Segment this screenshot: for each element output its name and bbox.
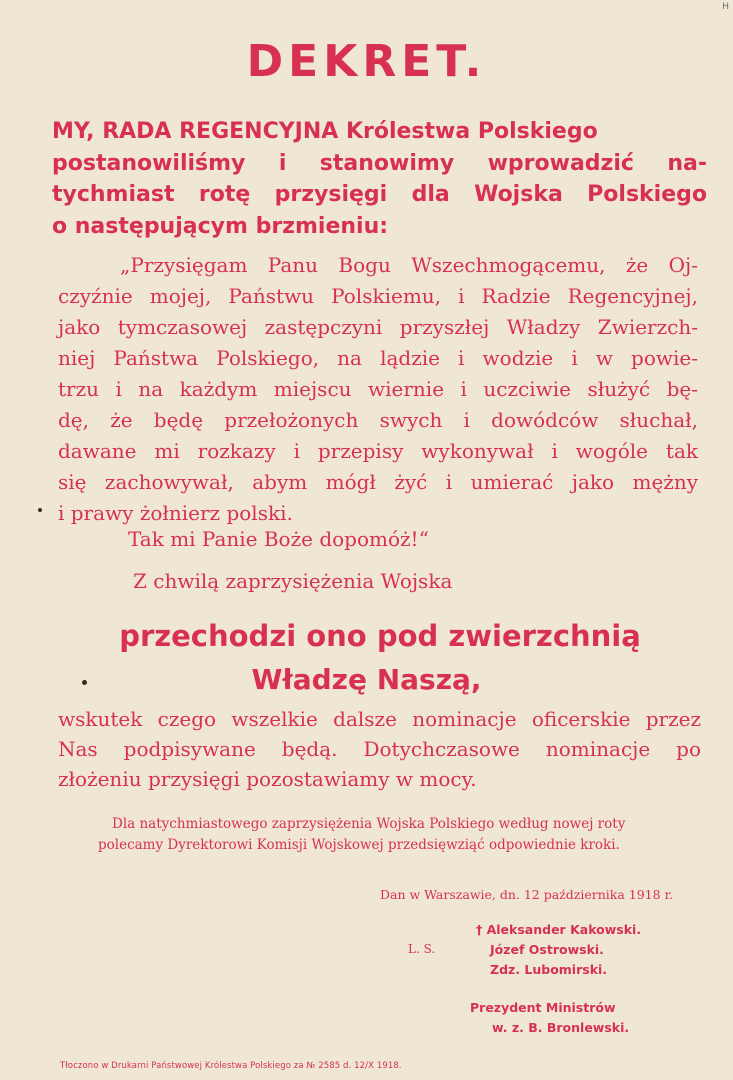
pm-name: w. z. B. Bronlewski. xyxy=(492,1020,630,1035)
corner-mark: H xyxy=(722,2,729,12)
intro-line: postanowiliśmy i stanowimy wprowadzić na- xyxy=(52,150,707,176)
oath-moment-text: Z chwilą zaprzysiężenia Wojska xyxy=(133,569,453,593)
oath-text xyxy=(58,250,698,529)
oath-line: niej Państwa Polskiego, na lądzie i wodzie i w powie- xyxy=(58,346,698,370)
printer-imprint: Tłoczono w Drukarni Państwowej Królestwa Polskiego za № 2585 d. 12/X 1918. xyxy=(60,1061,402,1071)
pm-title: Prezydent Ministrów xyxy=(470,1000,616,1015)
paper-speck xyxy=(38,508,42,512)
emphasis-line-1: przechodzi ono pod zwierzchnią xyxy=(119,619,641,653)
oath-line: dę, że będę przełożonych swych i dowódców słuchał, xyxy=(58,408,698,432)
instruction-note xyxy=(98,814,663,856)
result-paragraph xyxy=(58,704,701,794)
note-line: polecamy Dyrektorowi Komisji Wojskowej przedsięwziąć odpowiednie kroki. xyxy=(98,837,620,853)
signature-kakowski: † Aleksander Kakowski. xyxy=(476,922,642,937)
date-line: Dan w Warszawie, dn. 12 października 1918 r. xyxy=(380,887,674,902)
prime-minister-signature xyxy=(470,998,629,1038)
intro-paragraph xyxy=(52,116,707,242)
signature-lubomirski: Zdz. Lubomirski. xyxy=(490,962,608,977)
oath-line: trzu i na każdym miejscu wiernie i uczciwie służyć bę- xyxy=(58,377,698,401)
intro-line: MY, RADA REGENCYJNA Królestwa Polskiego xyxy=(52,119,598,144)
oath-line: „Przysięgam Panu Bogu Wszechmogącemu, że Oj- xyxy=(120,253,698,277)
decree-title: DEKRET. xyxy=(246,36,487,87)
result-line: wskutek czego wszelkie dalsze nominacje oficerskie przez xyxy=(58,707,701,731)
oath-line: czyźnie mojej, Państwu Polskiemu, i Radzie Regencyjnej, xyxy=(58,284,698,308)
paper-speck xyxy=(82,680,87,685)
oath-closing: Tak mi Panie Boże dopomóż!“ xyxy=(128,527,429,551)
result-line: złożeniu przysięgi pozostawiamy w mocy. xyxy=(58,767,477,791)
intro-line: o następującym brzmieniu: xyxy=(52,213,389,239)
signature-ostrowski: Józef Ostrowski. xyxy=(490,942,604,957)
seal-mark: L. S. xyxy=(408,942,436,956)
result-line: Nas podpisywane będą. Dotychczasowe nominacje po xyxy=(58,737,701,761)
note-line: Dla natychmiastowego zaprzysiężenia Wojska Polskiego według nowej roty xyxy=(112,816,626,832)
emphasis-line-2: Władzę Naszą, xyxy=(251,663,482,696)
oath-line: dawane mi rozkazy i przepisy wykonywał i wogóle tak xyxy=(58,439,698,463)
oath-line: i prawy żołnierz polski. xyxy=(58,501,293,525)
regency-signatures xyxy=(476,920,641,980)
oath-line: się zachowywał, abym mógł żyć i umierać jako mężny xyxy=(58,470,698,494)
intro-line: tychmiast rotę przysięgi dla Wojska Polskiego xyxy=(52,182,707,207)
oath-line: jako tymczasowej zastępczyni przyszłej Władzy Zwierzch- xyxy=(58,315,698,339)
